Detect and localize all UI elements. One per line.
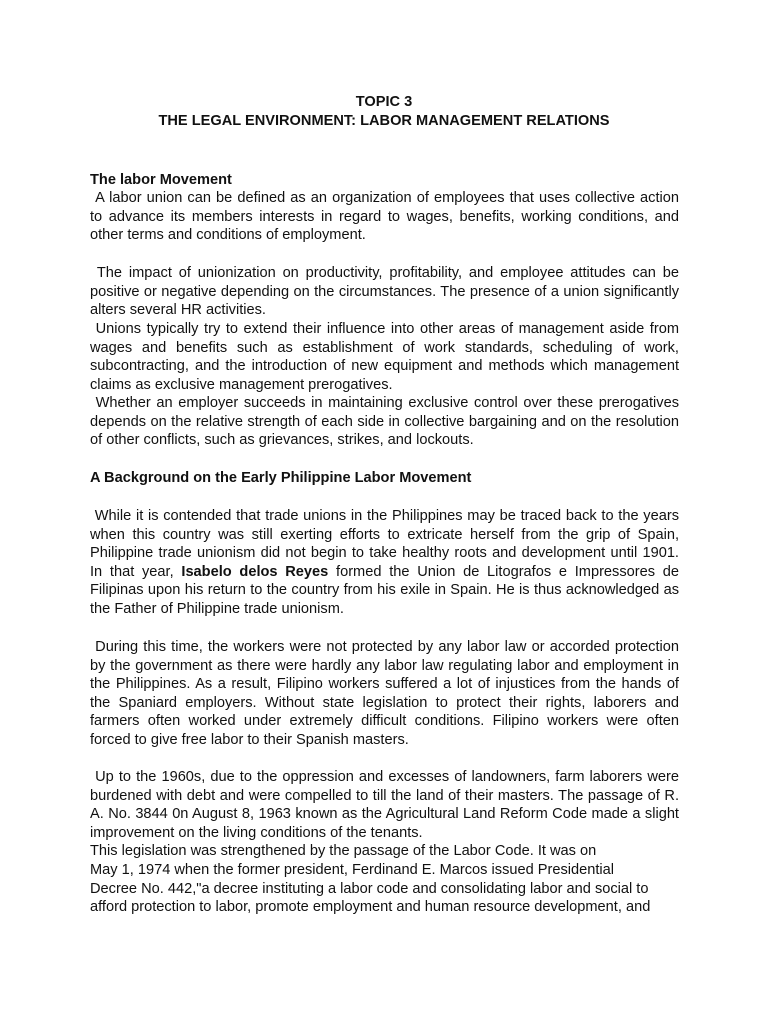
document-title: THE LEGAL ENVIRONMENT: LABOR MANAGEMENT RELATIONS	[158, 113, 610, 129]
paragraph-union-influence	[90, 320, 679, 394]
paragraph-trade-union-origins	[90, 507, 679, 619]
paragraph-impact-of-unionization	[90, 264, 679, 320]
person-name-isabelo-delos-reyes: Isabelo delos Reyes	[181, 563, 329, 580]
paragraph-text: Unions typically try to extend their influence into other areas of management aside from wages and benefits such as establishment of work standards, scheduling of work, subcontracting, and the introduction of new equipment and methods which management claims as exclusive management prerogatives.	[90, 321, 679, 393]
paragraph-text: During this time, the workers were not protected by any labor law or accorded protection by the government as there were hardly any labor law regulating labor and employment in the Philippines. As a result, Filipino workers suffered a lot of injustices from the hands of the Spaniard employers. Without state legislation to protect their rights, laborers and farmers often worked under extremely difficult conditions. Filipino workers were often forced to give free labor to their Spanish masters.	[90, 639, 680, 748]
paragraph-text: While it is contended that trade unions in the Philippines may be traced back to the years when this country was still exerting efforts to extricate herself from the grip of Spain, Philippine trade unionism did not begin to take healthy roots and development until 1901. In that year,	[90, 508, 679, 580]
paragraph-text: formed the Union de Litografos e Impressores de Filipinas upon his return to the country from his exile in Spain. He is thus acknowledged as the Father of Philippine trade unionism.	[90, 563, 679, 617]
paragraph-labor-union-definition	[90, 189, 679, 245]
text-line-presidential-decree: May 1, 1974 when the former president, Ferdinand E. Marcos issued Presidential	[90, 862, 615, 878]
text-line-labor-code: This legislation was strengthened by the passage of the Labor Code. It was on	[90, 843, 597, 859]
section-heading-labor-movement: The labor Movement	[90, 172, 232, 188]
text-line-decree-title: Decree No. 442,"a decree instituting a labor code and consolidating labor and social to	[90, 881, 649, 897]
paragraph-land-reform	[90, 768, 679, 842]
paragraph-unprotected-workers	[90, 638, 679, 750]
text-line-labor-protection: afford protection to labor, promote employment and human resource development, and	[90, 899, 651, 915]
paragraph-text: A labor union can be defined as an organization of employees that uses collective action to advance its members interests in regard to wages, benefits, working conditions, and other terms and conditions of employment.	[90, 190, 679, 244]
paragraph-text: Whether an employer succeeds in maintaining exclusive control over these prerogatives depends on the relative strength of each side in collective bargaining and on the resolution of other conflicts, such as grievances, strikes, and lockouts.	[90, 395, 680, 449]
paragraph-employer-prerogatives	[90, 394, 679, 450]
section-heading-philippine-labor-background: A Background on the Early Philippine Labor Movement	[90, 470, 472, 486]
paragraph-text: Up to the 1960s, due to the oppression and excesses of landowners, farm laborers were burdened with debt and were compelled to till the land of their masters. The passage of R. A. No. 3844 0n August 8, 1963 known as the Agricultural Land Reform Code made a slight improvement on the living conditions of the tenants.	[90, 769, 680, 841]
paragraph-text: The impact of unionization on productivity, profitability, and employee attitudes can be positive or negative depending on the circumstances. The presence of a union significantly alters several HR activities.	[90, 265, 679, 319]
topic-number: TOPIC 3	[355, 94, 413, 110]
